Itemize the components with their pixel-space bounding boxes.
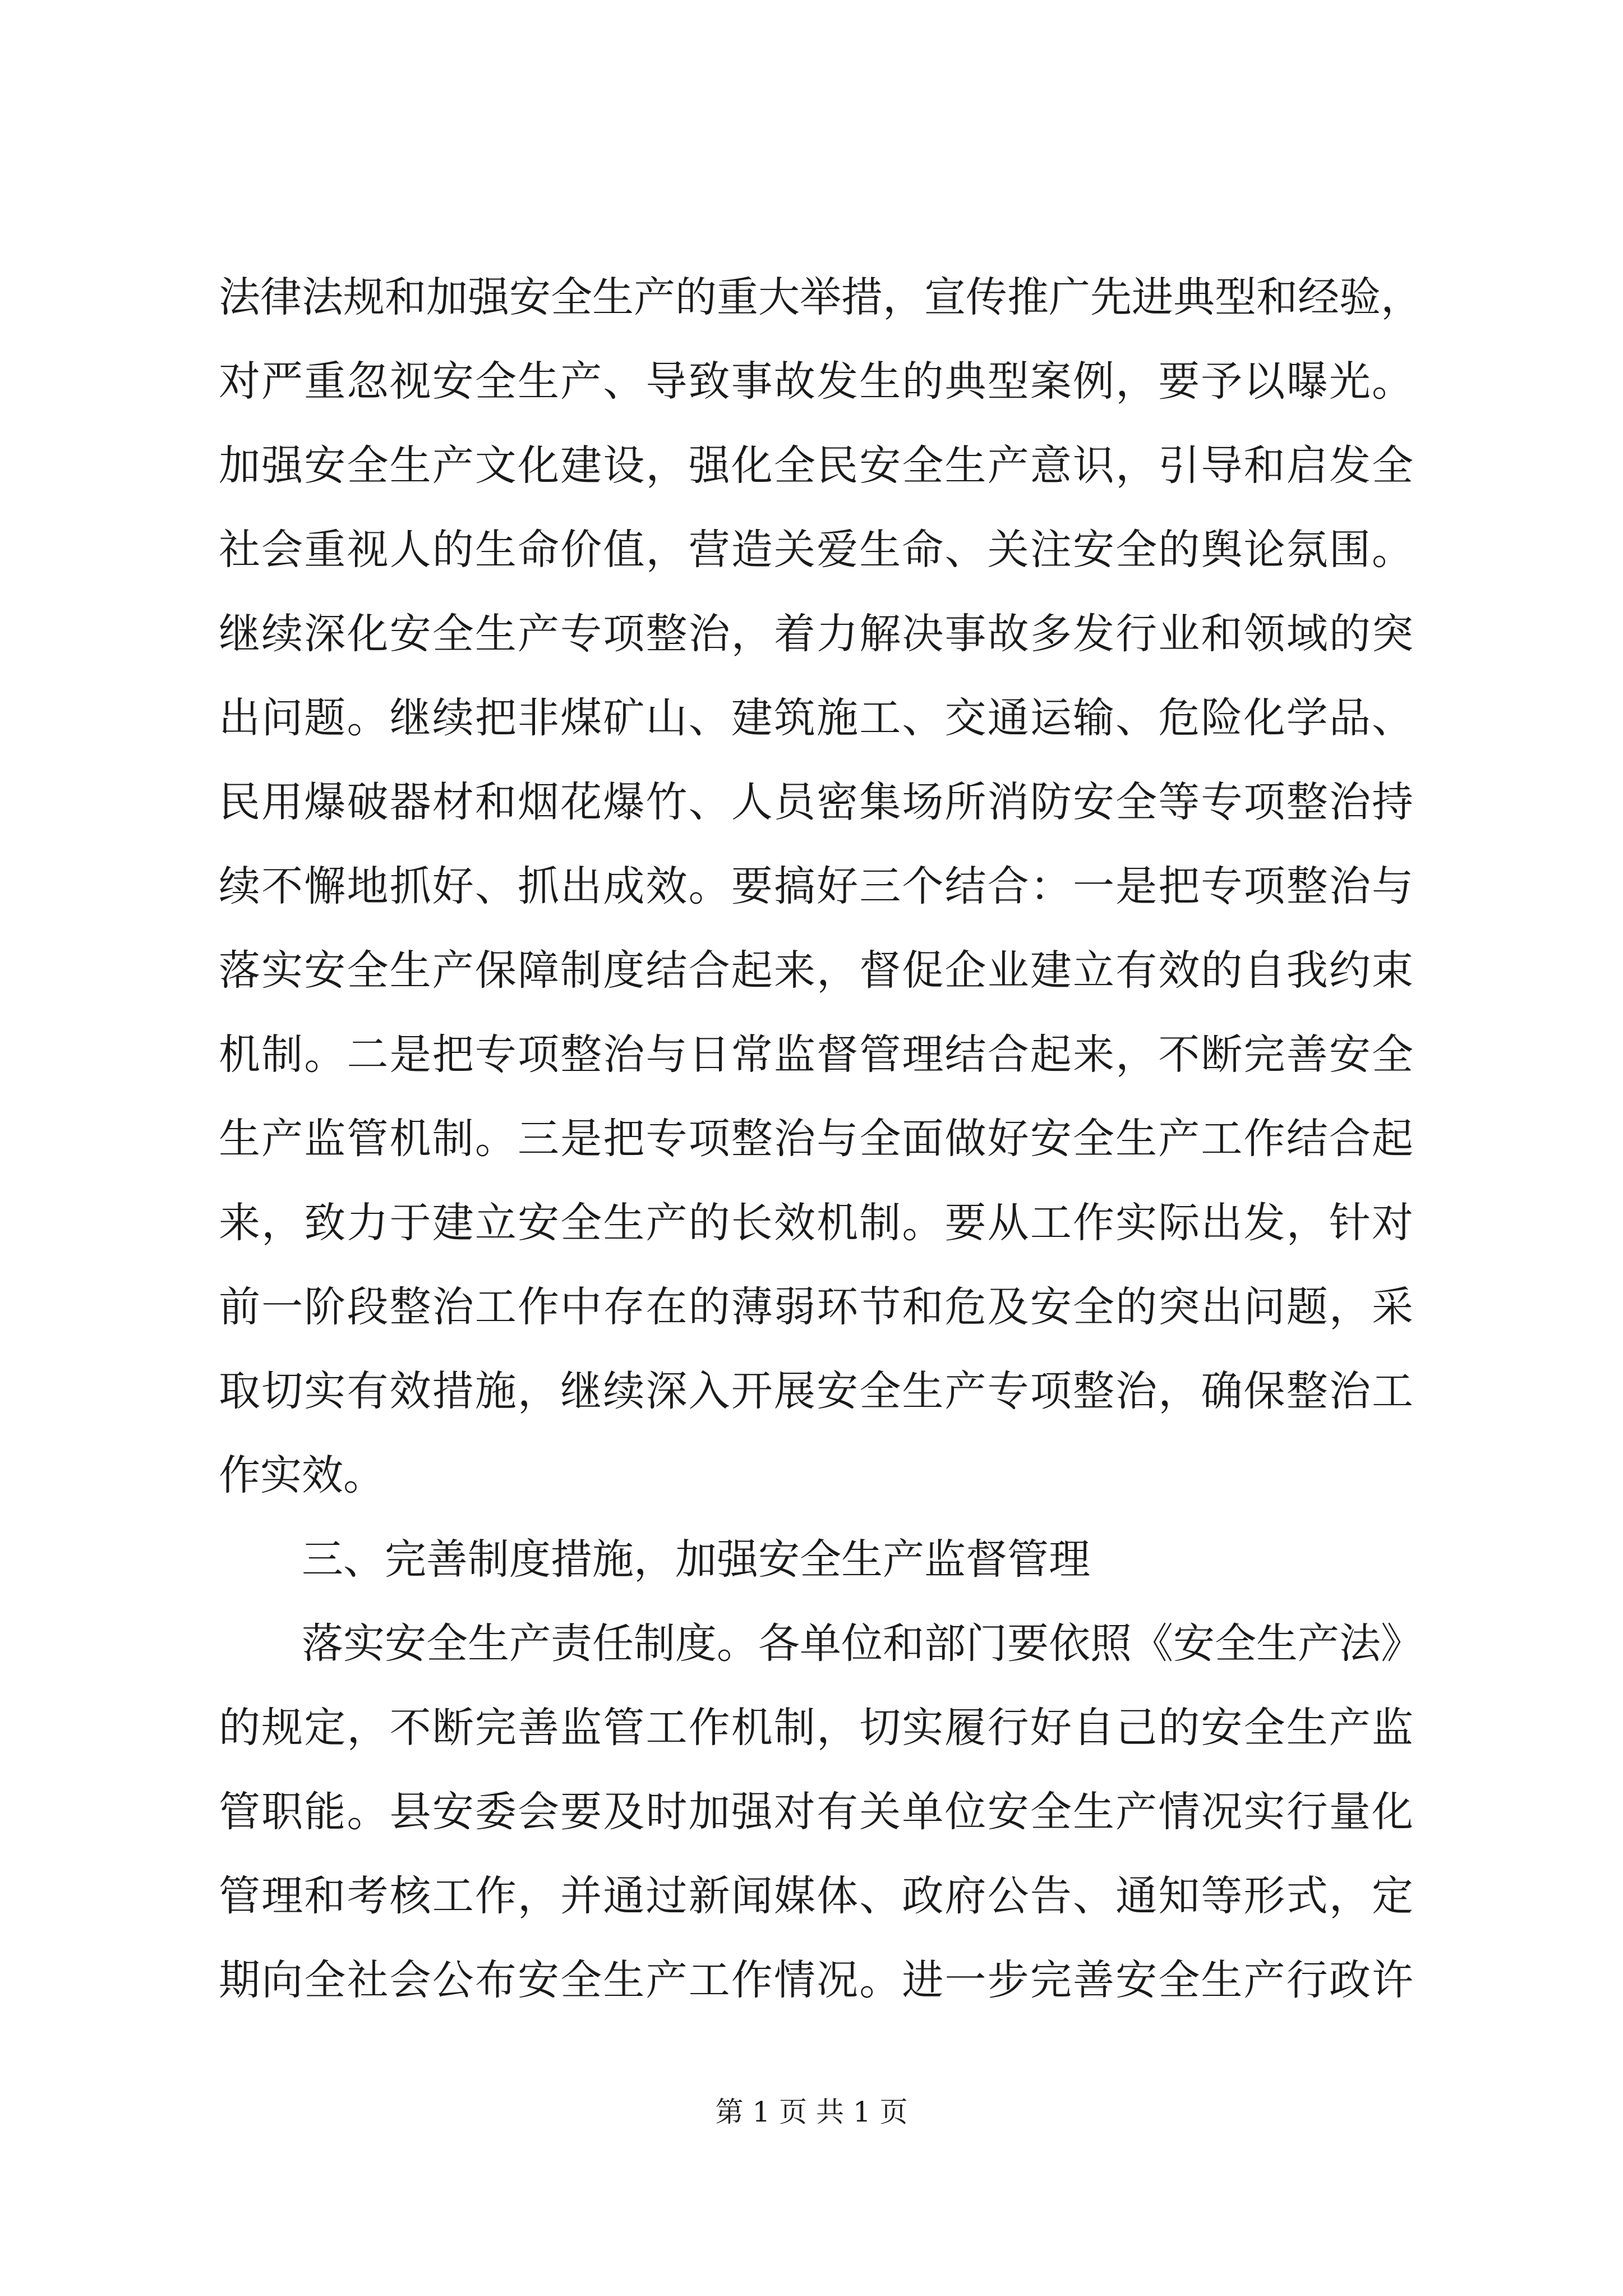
paragraph-line: 机制。二是把专项整治与日常监督管理结合起来，不断完善安全 <box>219 1030 1413 1079</box>
paragraph-line: 管理和考核工作，并通过新闻媒体、政府公告、通知等形式，定 <box>219 1872 1413 1920</box>
paragraph-line: 落实安全生产保障制度结合起来，督促企业建立有效的自我约束 <box>219 946 1413 995</box>
page-footer <box>0 2092 1623 2132</box>
paragraph-line: 管职能。县安委会要及时加强对有关单位安全生产情况实行量化 <box>219 1788 1413 1836</box>
paragraph-line: 来，致力于建立安全生产的长效机制。要从工作实际出发，针对 <box>219 1199 1413 1247</box>
paragraph-line: 生产监管机制。三是把专项整治与全面做好安全生产工作结合起 <box>219 1115 1413 1163</box>
paragraph-line: 出问题。继续把非煤矿山、建筑施工、交通运输、危险化学品、 <box>219 694 1413 742</box>
paragraph-line: 落实安全生产责任制度。各单位和部门要依照《安全生产法》 <box>302 1619 1422 1668</box>
paragraph-line: 法律法规和加强安全生产的重大举措，宣传推广先进典型和经验， <box>219 273 1422 321</box>
paragraph-line: 续不懈地抓好、抓出成效。要搞好三个结合：一是把专项整治与 <box>219 862 1413 910</box>
paragraph-line: 加强安全生产文化建设，强化全民安全生产意识，引导和启发全 <box>219 441 1413 490</box>
paragraph-line: 前一阶段整治工作中存在的薄弱环节和危及安全的突出问题，采 <box>219 1283 1413 1331</box>
page-number: 第 1 页 共 1 页 <box>715 2096 908 2128</box>
paragraph-line: 取切实有效措施，继续深入开展安全生产专项整治，确保整治工 <box>219 1367 1413 1415</box>
paragraph-line: 对严重忽视安全生产、导致事故发生的典型案例，要予以曝光。 <box>219 357 1413 406</box>
section-heading: 三、完善制度措施，加强安全生产监督管理 <box>302 1535 1090 1584</box>
document-body <box>219 255 1422 2022</box>
paragraph-line: 社会重视人的生命价值，营造关爱生命、关注安全的舆论氛围。 <box>219 526 1413 574</box>
paragraph-line: 民用爆破器材和烟花爆竹、人员密集场所消防安全等专项整治持 <box>219 778 1413 826</box>
paragraph-line: 作实效。 <box>219 1451 385 1499</box>
paragraph-line: 的规定，不断完善监管工作机制，切实履行好自己的安全生产监 <box>219 1704 1413 1752</box>
paragraph-line: 期向全社会公布安全生产工作情况。进一步完善安全生产行政许 <box>219 1956 1413 2004</box>
paragraph-line: 继续深化安全生产专项整治，着力解决事故多发行业和领域的突 <box>219 610 1413 658</box>
